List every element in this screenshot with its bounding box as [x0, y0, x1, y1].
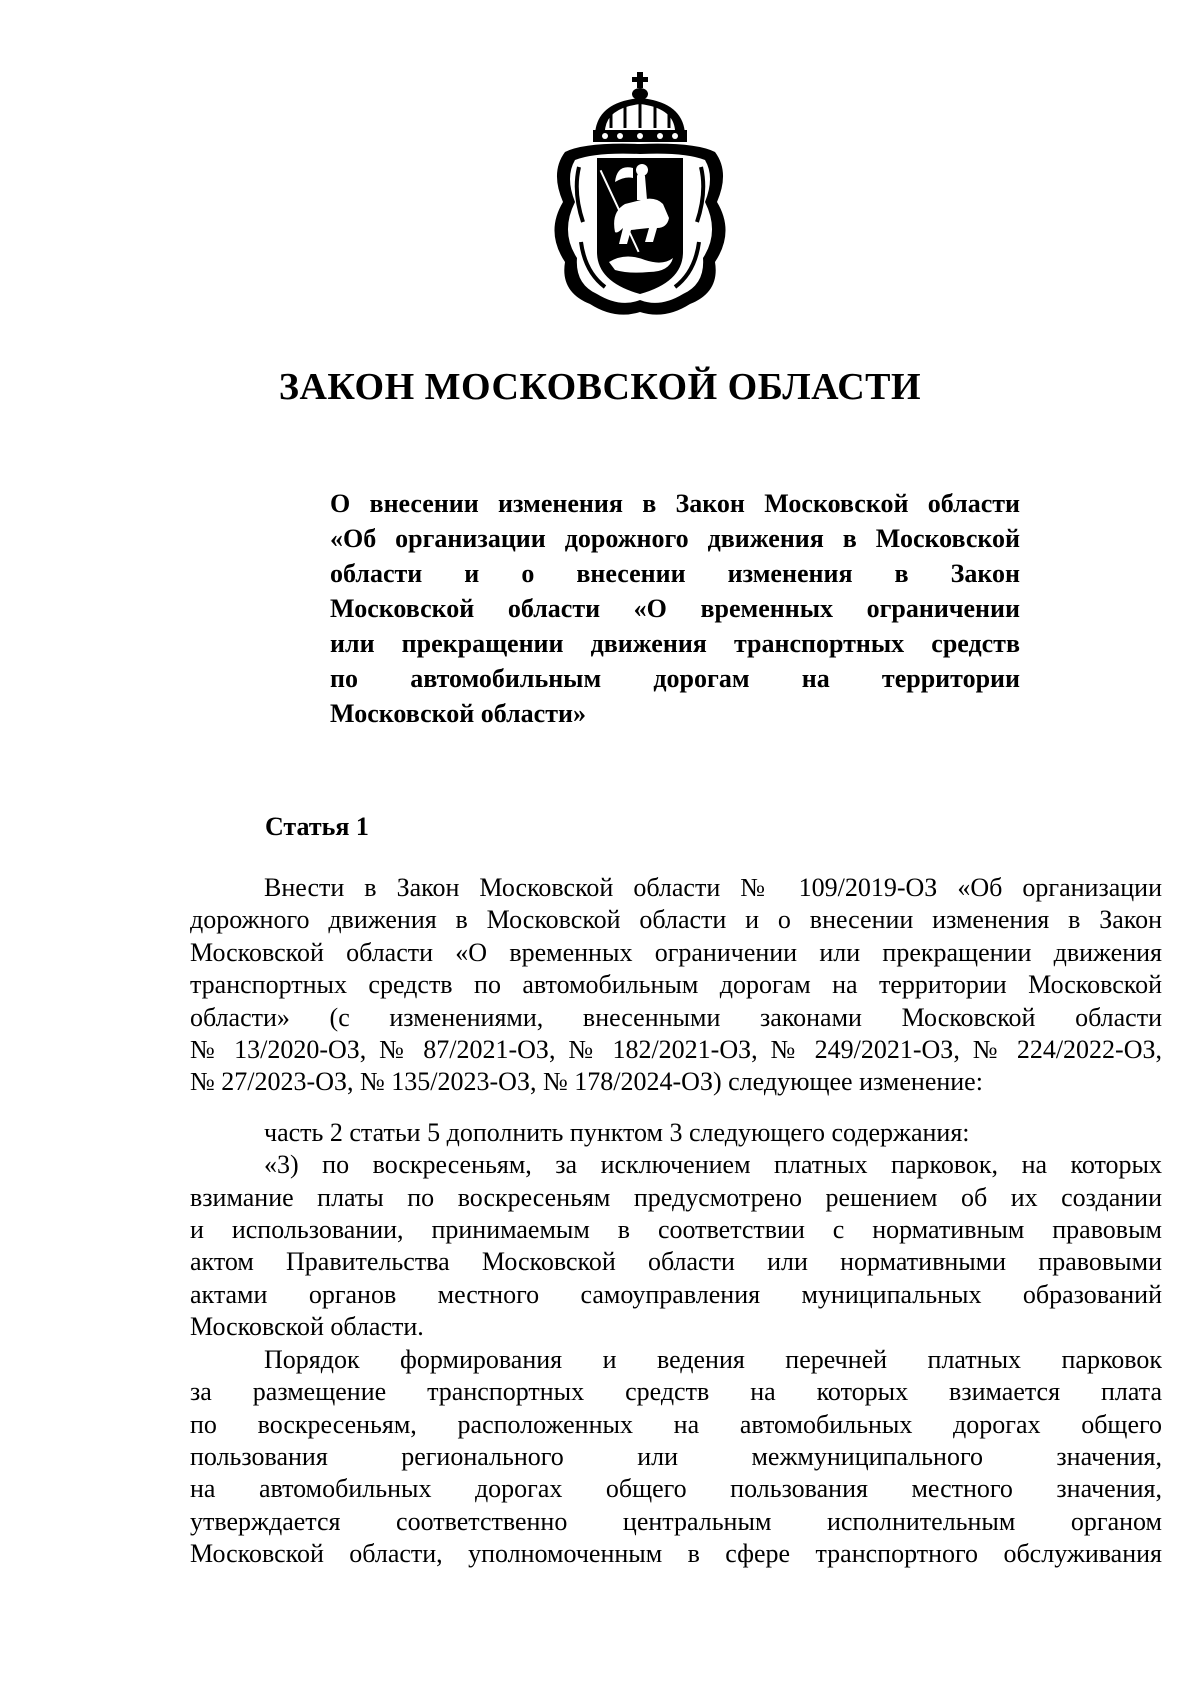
paragraph-line: дорожного движения в Московской области и о внесении изменения в Закон [190, 905, 1162, 935]
paragraph-line: № 13/2020-ОЗ, № 87/2021-ОЗ, № 182/2021-ОЗ, № 249/2021-ОЗ, № 224/2022-ОЗ, [190, 1035, 1162, 1065]
paragraph-line: по воскресеньям, расположенных на автомобильных дорогах общего [190, 1409, 1162, 1439]
paragraph-line: Порядок формирования и ведения перечней платных парковок [264, 1344, 1162, 1374]
article-heading: Статья 1 [265, 812, 369, 841]
subtitle-line: области и о внесении изменения в Закон [330, 559, 1020, 588]
paragraph-line: транспортных средств по автомобильным дорогам на территории Московской [190, 970, 1162, 1000]
subtitle-line: по автомобильным дорогам на территории [330, 664, 1020, 693]
article-body [190, 872, 1162, 1571]
paragraph-line: Внести в Закон Московской области № 109/2019-ОЗ «Об организации [264, 873, 1162, 902]
paragraph-line: взимание платы по воскресеньям предусмотрено решением об их создании [190, 1182, 1162, 1212]
paragraph-line: Московской области, уполномоченным в сфере транспортного обслуживания [190, 1539, 1162, 1569]
subtitle-line: О внесении изменения в Закон Московской области [330, 489, 1020, 518]
paragraph-line: актом Правительства Московской области или нормативными правовыми [190, 1247, 1162, 1277]
paragraph-line: области» (с изменениями, внесенными законами Московской области [190, 1002, 1162, 1032]
law-title: ЗАКОН МОСКОВСКОЙ ОБЛАСТИ [278, 366, 922, 408]
paragraph-line: и использовании, принимаемым в соответствии с нормативным правовым [190, 1215, 1162, 1245]
subtitle-line: Московской области «О временных ограничении [330, 594, 1020, 623]
paragraph-line: часть 2 статьи 5 дополнить пунктом 3 следующего содержания: [264, 1117, 970, 1147]
subtitle-line: Московской области» [330, 699, 586, 728]
paragraph-line: на автомобильных дорогах общего пользования местного значения, [190, 1474, 1162, 1504]
paragraph-line: за размещение транспортных средств на которых взимается плата [190, 1377, 1162, 1407]
paragraph-line: утверждается соответственно центральным исполнительным органом [190, 1506, 1162, 1536]
subtitle-line: или прекращении движения транспортных средств [330, 629, 1020, 658]
subtitle-line: «Об организации дорожного движения в Московской [330, 524, 1020, 553]
paragraph-line: актами органов местного самоуправления муниципальных образований [190, 1279, 1162, 1309]
paragraph-line: Московской области «О временных ограничении или прекращении движения [190, 937, 1162, 967]
paragraph-line: пользования регионального или межмуниципального значения, [190, 1441, 1162, 1471]
paragraph-line: Московской области. [190, 1312, 424, 1342]
law-subtitle [330, 486, 1020, 731]
paragraph-line: № 27/2023-ОЗ, № 135/2023-ОЗ, № 178/2024-ОЗ) следующее изменение: [190, 1067, 983, 1097]
coat-of-arms-icon [545, 72, 735, 322]
paragraph-line: «3) по воскресеньям, за исключением платных парковок, на которых [264, 1150, 1162, 1180]
